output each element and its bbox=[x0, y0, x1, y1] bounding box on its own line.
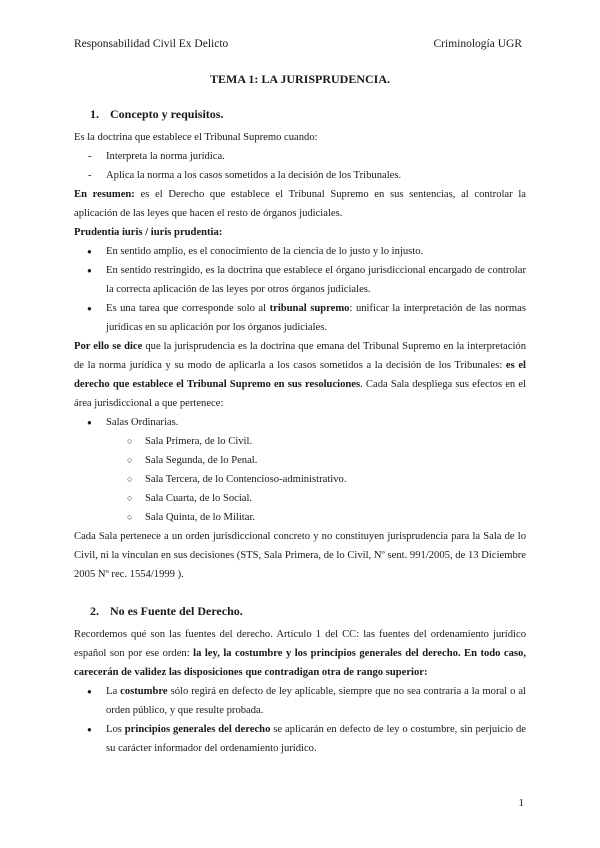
section-1-title: Concepto y requisitos. bbox=[110, 107, 224, 121]
list-item: - Interpreta la norma jurídica. bbox=[74, 147, 526, 166]
dash-list bbox=[74, 147, 526, 185]
section-2-title: No es Fuente del Derecho. bbox=[110, 604, 243, 618]
header-course: Responsabilidad Civil Ex Delicto bbox=[74, 38, 229, 50]
tarea-bold: tribunal supremo bbox=[269, 303, 350, 314]
document-body bbox=[74, 70, 526, 758]
list-item bbox=[74, 720, 526, 758]
section-2-heading bbox=[74, 602, 526, 621]
list-item: ○ Sala Segunda, de lo Penal. bbox=[74, 451, 526, 470]
porello-text: que la jurisprudencia es la doctrina que emana del Tribunal Supremo en la interpretación de la norma jurídica y su modo de aplicarla a los casos sometidos a la decisión de los Tribunales: bbox=[74, 341, 526, 371]
prudentia-heading bbox=[74, 223, 526, 242]
list-item: ○ Sala Tercera, de lo Contencioso-administrativo. bbox=[74, 470, 526, 489]
section-2-intro-text: Recordemos qué son las fuentes del derecho. Artículo 1 del CC: las fuentes del ordenamiento jurídico español son por ese orden: bbox=[74, 629, 526, 659]
page-number: 1 bbox=[518, 797, 524, 809]
porello-lead: Por ello se dice bbox=[74, 341, 143, 352]
salas-list bbox=[74, 413, 526, 432]
list-item: ○ Sala Primera, de lo Civil. bbox=[74, 432, 526, 451]
prudentia-heading-text: Prudentia iuris / iuris prudentia: bbox=[74, 227, 223, 238]
porello-bold: es el derecho que establece el Tribunal Supremo en sus resoluciones bbox=[74, 360, 526, 390]
list-item bbox=[74, 682, 526, 720]
section-1-heading bbox=[74, 105, 526, 124]
summary-text: es el Derecho que establece el Tribunal Supremo en sus sentencias, al controlar la aplicación de las leyes que hacen el resto de órganos judiciales. bbox=[74, 189, 526, 219]
summary-lead: En resumen: bbox=[74, 189, 135, 200]
section-2-intro bbox=[74, 625, 526, 682]
closing-paragraph: Cada Sala pertenece a un orden jurisdiccional concreto y no constituyen jurisprudencia para la Sala de lo Civil, ni la vinculan en sus decisiones (STS, Sala Primera, de lo Civil, Nº sent. 991/2005, de 13 Diciembre 2005 Nº rec. 1554/1999 ). bbox=[74, 531, 526, 580]
item-pre: Los bbox=[106, 724, 125, 735]
section-2-intro-bold: la ley, la costumbre y los principios generales del derecho. En todo caso, carecerán de validez las disposiciones que contradigan otra de rango superior: bbox=[74, 648, 526, 678]
summary-paragraph bbox=[74, 185, 526, 223]
fuentes-list bbox=[74, 682, 526, 758]
list-item: - Aplica la norma a los casos sometidos a la decisión de los Tribunales. bbox=[74, 166, 526, 185]
header-university: Criminología UGR bbox=[433, 38, 522, 50]
list-item: ● En sentido restringido, es la doctrina que establece el órgano jurisdiccional encargado de controlar la correcta aplicación de las leyes por otros órganos judiciales. bbox=[74, 261, 526, 299]
item-pre: La bbox=[106, 686, 121, 697]
page-title: TEMA 1: LA JURISPRUDENCIA. bbox=[209, 72, 391, 86]
item-bold: principios generales del derecho bbox=[124, 724, 271, 735]
list-item: ● Salas Ordinarias. bbox=[74, 413, 526, 432]
salas-sublist bbox=[74, 432, 526, 527]
tarea-pre: Es una tarea que corresponde solo al bbox=[106, 303, 270, 314]
item-post: se aplicarán en defecto de ley o costumbre, sin perjuicio de su carácter informador del ordenamiento jurídico. bbox=[106, 724, 526, 754]
prudentia-list bbox=[74, 242, 526, 337]
item-post: sólo regirá en defecto de ley aplicable, siempre que no sea contraria a la moral o al orden público, y que resulte probada. bbox=[106, 686, 526, 716]
porello-paragraph bbox=[74, 337, 526, 413]
list-item: ● En sentido amplio, es el conocimiento de la ciencia de lo justo y lo injusto. bbox=[74, 242, 526, 261]
tarea-post: : unificar la interpretación de las normas jurídicas en su aplicación por los órganos judiciales. bbox=[106, 303, 526, 333]
section-2-number: 2. bbox=[90, 604, 99, 618]
list-item bbox=[74, 299, 526, 337]
list-item: ○ Sala Quinta, de lo Militar. bbox=[74, 508, 526, 527]
section-1-intro: Es la doctrina que establece el Tribunal Supremo cuando: bbox=[74, 132, 318, 143]
item-bold: costumbre bbox=[120, 686, 168, 697]
section-1-number: 1. bbox=[90, 107, 99, 121]
list-item: ○ Sala Cuarta, de lo Social. bbox=[74, 489, 526, 508]
porello-end: . Cada Sala despliega sus efectos en el área jurisdiccional a que pertenece: bbox=[74, 379, 527, 409]
